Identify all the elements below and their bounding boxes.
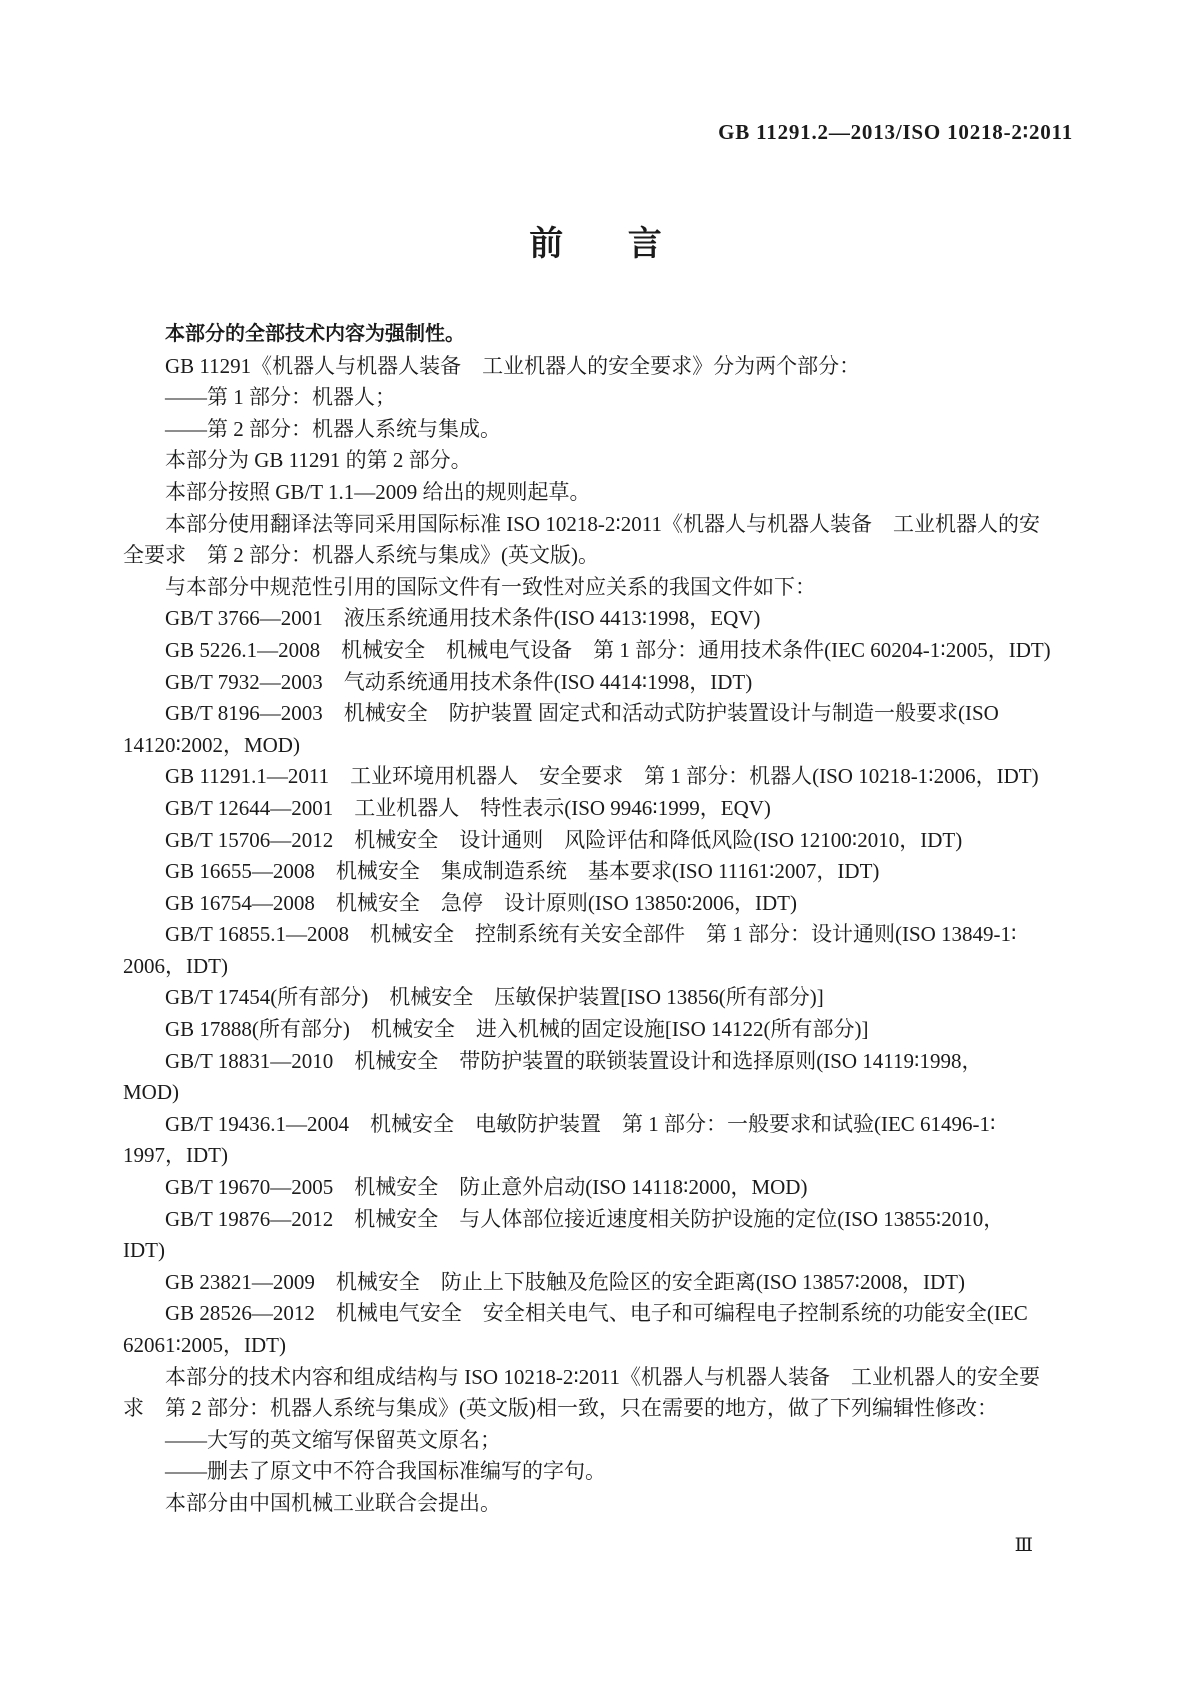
body-line: 本部分按照 GB/T 1.1—2009 给出的规则起草。 [165,479,591,504]
page-title: 前言 [529,225,727,263]
body-line: 62061∶2005，IDT) [123,1333,286,1357]
body-line: 全要求 第 2 部分：机器人系统与集成》(英文版)。 [123,543,599,568]
body-line: IDT) [123,1238,165,1263]
body-line: GB/T 7932—2003 气动系统通用技术条件(ISO 4414∶1998，IDT) [165,669,753,694]
body-line: GB/T 17454(所有部分) 机械安全 压敏保护装置[ISO 13856(所有部分)] [165,985,824,1010]
body-line: GB/T 16855.1—2008 机械安全 控制系统有关安全部件 第 1 部分：设计通则(ISO 13849-1∶ [165,922,1017,947]
body-line: GB/T 3766—2001 液压系统通用技术条件(ISO 4413∶1998，EQV) [165,606,761,631]
body-line: GB 11291.1—2011 工业环境用机器人 安全要求 第 1 部分：机器人(ISO 10218-1∶2006，IDT) [165,764,1039,789]
body-line: GB/T 19876—2012 机械安全 与人体部位接近速度相关防护设施的定位(ISO 13855∶2010， [165,1206,1005,1231]
body-line: GB 28526—2012 机械电气安全 安全相关电气、电子和可编程电子控制系统的功能安全(IEC [165,1301,1028,1326]
body-line: 1997，IDT) [123,1143,228,1168]
body-line: ——删去了原文中不符合我国标准编写的字句。 [165,1459,606,1484]
body-line: 本部分使用翻译法等同采用国际标准 ISO 10218-2∶2011《机器人与机器人装备 工业机器人的安 [165,511,1041,536]
body-line: GB 16754—2008 机械安全 急停 设计原则(ISO 13850∶2006，IDT) [165,890,797,915]
body-line: 本部分为 GB 11291 的第 2 部分。 [165,448,472,473]
body-line: ——第 2 部分：机器人系统与集成。 [165,416,501,441]
body-line: 2006，IDT) [123,953,228,978]
page-number: Ⅲ [1014,1535,1033,1556]
body-line: GB 17888(所有部分) 机械安全 进入机械的固定设施[ISO 14122(所有部分)] [165,1017,869,1042]
body-line: GB/T 12644—2001 工业机器人 特性表示(ISO 9946∶1999，EQV) [165,795,771,820]
body-line: 本部分的全部技术内容为强制性。 [165,323,465,345]
body-line: 本部分由中国机械工业联合会提出。 [165,1490,501,1515]
body-line: 本部分的技术内容和组成结构与 ISO 10218-2∶2011《机器人与机器人装备 工业机器人的安全要 [165,1364,1041,1389]
document-body [123,319,1073,1520]
body-line: GB/T 15706—2012 机械安全 设计通则 风险评估和降低风险(ISO 12100∶2010，IDT) [165,827,963,852]
body-line: 14120∶2002，MOD) [123,732,300,757]
body-line: 与本部分中规范性引用的国际文件有一致性对应关系的我国文件如下： [165,574,816,599]
body-line: GB/T 18831—2010 机械安全 带防护装置的联锁装置设计和选择原则(ISO 14119∶1998， [165,1048,983,1073]
body-line: GB 23821—2009 机械安全 防止上下肢触及危险区的安全距离(ISO 13857∶2008，IDT) [165,1269,965,1294]
body-line: ——第 1 部分：机器人； [165,385,396,410]
body-line: 求 第 2 部分：机器人系统与集成》(英文版)相一致，只在需要的地方，做了下列编辑性修改： [123,1396,998,1421]
body-line: GB/T 19436.1—2004 机械安全 电敏防护装置 第 1 部分：一般要求和试验(IEC 61496-1∶ [165,1111,996,1136]
body-line: GB/T 19670—2005 机械安全 防止意外启动(ISO 14118∶2000，MOD) [165,1175,808,1200]
body-line: GB 11291《机器人与机器人装备 工业机器人的安全要求》分为两个部分： [165,353,861,378]
body-line: ——大写的英文缩写保留英文原名； [165,1427,501,1452]
body-line: GB 16655—2008 机械安全 集成制造系统 基本要求(ISO 11161∶2007，IDT) [165,859,880,884]
body-line: GB/T 8196—2003 机械安全 防护装置 固定式和活动式防护装置设计与制造一般要求(ISO [165,701,999,726]
standard-number-header: GB 11291.2—2013/ISO 10218-2∶2011 [718,120,1073,144]
body-line: MOD) [123,1080,179,1105]
body-line: GB 5226.1—2008 机械安全 机械电气设备 第 1 部分：通用技术条件(IEC 60204-1∶2005，IDT) [165,637,1051,662]
